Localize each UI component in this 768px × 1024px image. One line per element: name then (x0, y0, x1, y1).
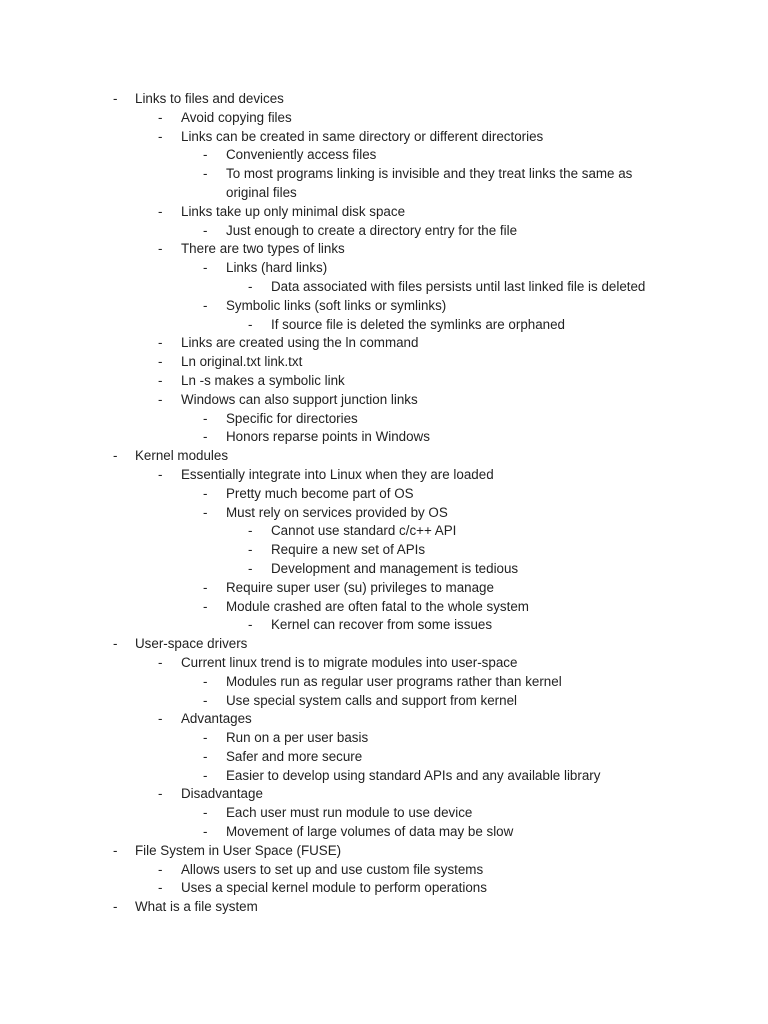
document-page (0, 90, 768, 917)
outline-item-level-1 (0, 391, 768, 410)
outline-item-level-2 (0, 259, 768, 278)
outline-item-level-2 (0, 428, 768, 447)
outline-item-text: Symbolic links (soft links or symlinks) (226, 297, 447, 313)
bullet-dash: - (203, 504, 208, 520)
bullet-dash: - (158, 654, 163, 670)
outline-item-level-2 (0, 410, 768, 429)
outline-item-level-1 (0, 785, 768, 804)
outline-item-text: Require super user (su) privileges to manage (226, 579, 494, 595)
outline-item-level-1 (0, 466, 768, 485)
outline-item-level-1 (0, 240, 768, 259)
outline-item-text: Links to files and devices (135, 91, 284, 106)
bullet-dash: - (158, 241, 163, 257)
outline-item-level-1 (0, 109, 768, 128)
outline-item-text: Avoid copying files (181, 109, 292, 125)
bullet-dash: - (203, 748, 208, 764)
bullet-dash: - (248, 278, 253, 294)
bullet-dash: - (158, 354, 163, 370)
outline-item-text: Links can be created in same directory or different directories (181, 128, 544, 144)
outline-item-text: Safer and more secure (226, 748, 363, 764)
outline-item-level-0 (0, 635, 768, 654)
outline-item-level-2 (0, 748, 768, 767)
outline-item-text: Links (hard links) (226, 260, 328, 276)
bullet-dash: - (203, 692, 208, 708)
outline-item-level-1 (0, 203, 768, 222)
outline-item-text: Kernel modules (135, 448, 229, 464)
outline-item-level-1 (0, 879, 768, 898)
bullet-dash: - (158, 203, 163, 219)
outline-item-level-3 (0, 560, 768, 579)
outline-item-text: Ln -s makes a symbolic link (181, 372, 345, 388)
outline-item-text: Movement of large volumes of data may be slow (226, 824, 514, 840)
outline-item-text: Allows users to set up and use custom file systems (181, 861, 484, 877)
outline-item-text: Ln original.txt link.txt (181, 354, 303, 370)
outline-item-text: Easier to develop using standard APIs and any available library (226, 767, 601, 783)
bullet-dash: - (248, 316, 253, 332)
outline-item-text: Just enough to create a directory entry for the file (226, 222, 518, 238)
outline-item-level-1 (0, 353, 768, 372)
bullet-dash: - (248, 617, 253, 633)
outline-item-text: Current linux trend is to migrate modules into user-space (181, 654, 518, 670)
bullet-dash: - (203, 579, 208, 595)
outline-item-text: Module crashed are often fatal to the whole system (226, 598, 529, 614)
outline-item-text: Honors reparse points in Windows (226, 429, 430, 445)
outline-item-level-3 (0, 316, 768, 335)
bullet-dash: - (113, 842, 118, 858)
bullet-dash: - (158, 372, 163, 388)
outline-item-text: Pretty much become part of OS (226, 485, 414, 501)
bullet-outline (0, 90, 768, 917)
bullet-dash: - (203, 485, 208, 501)
outline-item-text: Must rely on services provided by OS (226, 504, 448, 520)
outline-item-level-2 (0, 767, 768, 786)
outline-item-text: Run on a per user basis (226, 730, 369, 746)
outline-item-level-3 (0, 541, 768, 560)
outline-item-text: Each user must run module to use device (226, 805, 473, 821)
outline-item-text: Development and management is tedious (271, 560, 519, 576)
bullet-dash: - (203, 824, 208, 840)
outline-item-text: Windows can also support junction links (181, 391, 418, 407)
outline-item-text: Links are created using the ln command (181, 335, 419, 351)
bullet-dash: - (158, 861, 163, 877)
outline-item-level-2 (0, 729, 768, 748)
bullet-dash: - (203, 410, 208, 426)
outline-item-level-2 (0, 504, 768, 523)
outline-item-text: Essentially integrate into Linux when they are loaded (181, 466, 494, 482)
outline-item-level-1 (0, 372, 768, 391)
outline-item-level-2 (0, 222, 768, 241)
outline-item-text: Disadvantage (181, 786, 263, 802)
bullet-dash: - (203, 598, 208, 614)
bullet-dash: - (248, 523, 253, 539)
outline-item-text: Advantages (181, 711, 252, 727)
outline-item-text: Cannot use standard c/c++ API (271, 523, 457, 539)
outline-item-text: If source file is deleted the symlinks are orphaned (271, 316, 566, 332)
bullet-dash: - (203, 222, 208, 238)
outline-item-level-1 (0, 861, 768, 880)
outline-item-level-0 (0, 898, 768, 917)
outline-item-text: Kernel can recover from some issues (271, 617, 493, 633)
bullet-dash: - (158, 466, 163, 482)
outline-item-text: Uses a special kernel module to perform operations (181, 880, 487, 896)
outline-item-text: To most programs linking is invisible and they treat links the same as original files (226, 166, 633, 200)
outline-item-text: Data associated with files persists until last linked file is deleted (271, 278, 646, 294)
outline-item-level-2 (0, 297, 768, 316)
outline-item-level-0 (0, 90, 768, 109)
outline-item-level-2 (0, 485, 768, 504)
outline-item-text: Use special system calls and support from kernel (226, 692, 517, 708)
outline-item-level-1 (0, 334, 768, 353)
outline-item-level-3 (0, 278, 768, 297)
outline-item-level-2 (0, 823, 768, 842)
bullet-dash: - (158, 335, 163, 351)
bullet-dash: - (203, 260, 208, 276)
outline-item-text: Links take up only minimal disk space (181, 203, 406, 219)
bullet-dash: - (203, 767, 208, 783)
outline-item-level-2 (0, 598, 768, 617)
outline-item-text: Require a new set of APIs (271, 542, 426, 558)
outline-item-level-0 (0, 447, 768, 466)
outline-item-level-3 (0, 616, 768, 635)
bullet-dash: - (158, 786, 163, 802)
outline-item-level-0 (0, 842, 768, 861)
bullet-dash: - (248, 560, 253, 576)
bullet-dash: - (113, 91, 118, 106)
bullet-dash: - (113, 899, 118, 915)
outline-item-level-1 (0, 710, 768, 729)
outline-item-text: File System in User Space (FUSE) (135, 842, 342, 858)
bullet-dash: - (113, 448, 118, 464)
outline-item-text: Conveniently access files (226, 147, 377, 163)
bullet-dash: - (203, 429, 208, 445)
bullet-dash: - (158, 711, 163, 727)
bullet-dash: - (203, 805, 208, 821)
outline-item-text: There are two types of links (181, 241, 345, 257)
outline-item-level-2 (0, 165, 768, 203)
outline-item-level-1 (0, 654, 768, 673)
bullet-dash: - (113, 636, 118, 652)
bullet-dash: - (203, 166, 208, 182)
bullet-dash: - (203, 297, 208, 313)
bullet-dash: - (158, 109, 163, 125)
outline-item-text: Modules run as regular user programs rather than kernel (226, 673, 562, 689)
outline-item-level-3 (0, 522, 768, 541)
outline-item-level-2 (0, 579, 768, 598)
outline-item-level-2 (0, 146, 768, 165)
bullet-dash: - (158, 880, 163, 896)
bullet-dash: - (158, 128, 163, 144)
bullet-dash: - (203, 730, 208, 746)
outline-item-level-2 (0, 673, 768, 692)
outline-item-level-2 (0, 692, 768, 711)
bullet-dash: - (203, 673, 208, 689)
bullet-dash: - (158, 391, 163, 407)
outline-item-level-2 (0, 804, 768, 823)
outline-item-text: User-space drivers (135, 636, 248, 652)
outline-item-text: Specific for directories (226, 410, 358, 426)
outline-item-text: What is a file system (135, 899, 258, 915)
bullet-dash: - (203, 147, 208, 163)
outline-item-level-1 (0, 128, 768, 147)
bullet-dash: - (248, 542, 253, 558)
